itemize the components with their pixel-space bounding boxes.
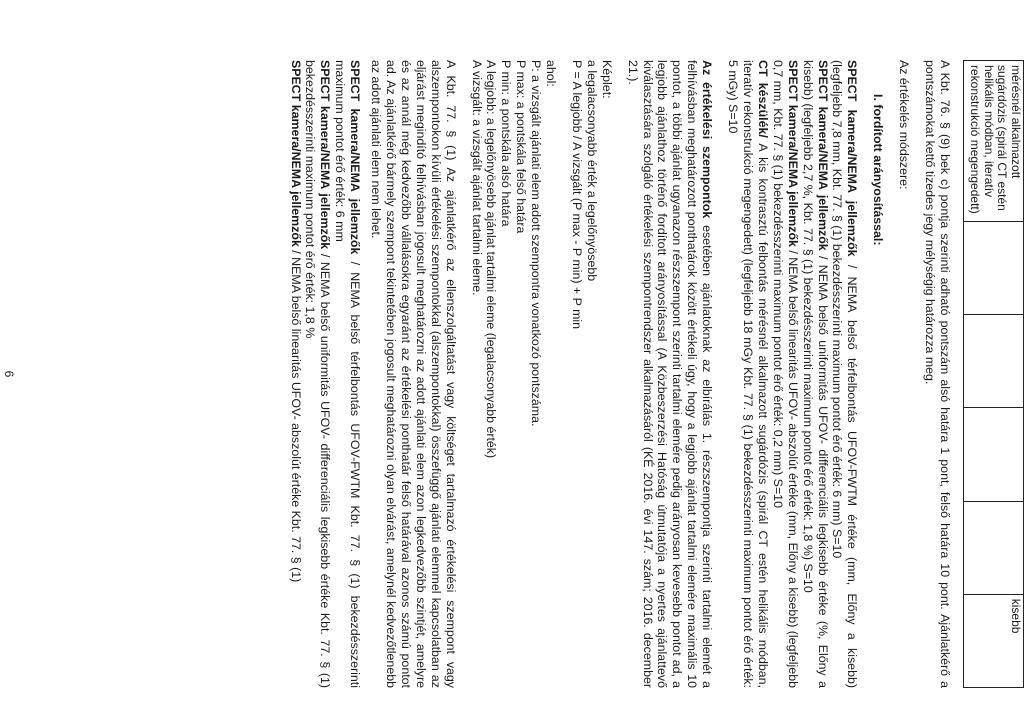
criterion-spect-uniformity bbox=[800, 60, 830, 688]
formula-label: Képlet: bbox=[599, 60, 614, 99]
definition-pmax: P max: a pontskála felső határa bbox=[514, 60, 529, 234]
paragraph-rule-76: A Kbt. 76. § (9) bek c) pontja szerinti adható pontszám alsó határa 1 pont, felső határa 10 pont. Ajánlatkérő a pontszámokat kettő tizedes jegy mélységig határozza meg. bbox=[923, 60, 952, 688]
definition-pmin: P min: a pontskála alsó határa bbox=[499, 60, 514, 227]
criterion-label: SPECT kamera/NEMA jellemzők bbox=[845, 60, 860, 257]
criterion-label: SPECT kamera/NEMA jellemzők bbox=[348, 60, 363, 255]
criterion-text: / NEMA belső linearitás UFOV- abszolút értéke (mm, Előny a kisebb) (legfeljebb 0,7 mm, Kbt. 77. § (1) bekezdésszerinti maximum pontot érő érték: 0,2 mm) S=10 bbox=[770, 60, 800, 688]
criterion-label: CT készülék/ bbox=[755, 60, 770, 138]
criterion-label: SPECT kamera/NEMA jellemzők bbox=[815, 60, 830, 251]
table-cell-smaller: kisebb bbox=[964, 594, 1024, 687]
criteria-table bbox=[963, 60, 1024, 688]
criterion-label: SPECT kamera/NEMA jellemzők bbox=[288, 60, 303, 247]
criterion-text: / NEMA belső uniformitás UFOV- differenciális legkisebb értéke Kbt. 77. § (1) bekezdésszerinti maximum pontot érő érték: 1,8 % bbox=[303, 60, 333, 688]
table-cell-empty bbox=[964, 222, 1024, 315]
criteria-text: esetében ajánlatoknak az elbírálás 1. részszempontja szerinti tartalmi elemét a felhívásban meghatározott ponthatárok között értékeli úgy, hogy a legjobb ajánlat tartalmi elemére maximális 10 pontot, a többi ajánlat ugyanazon részszempont szerinti tartalmi elemére pedig arányosan kevesebb pontot ad, a legjobb ajánlathoz történő fordított arányosítással (A Közbeszerzési Hatóság útmutatója a nyertes ajánlattevő kiválasztására szolgáló értékelési szempontrendszer alkalmazásáról (KÉ 2016. évi 147. szám; 2016. december 21.). bbox=[625, 60, 715, 689]
bottom-criterion-linearity bbox=[288, 60, 303, 688]
table-cell-empty bbox=[964, 408, 1024, 501]
formula-line-1: a legalacsonyabb érték a legelőnyösebb bbox=[584, 60, 599, 282]
page-number: 6 bbox=[2, 370, 16, 378]
criterion-text: / NEMA belső linearitás UFOV- abszolút értéke Kbt. 77. § (1) bbox=[288, 246, 303, 583]
criterion-text: / NEMA belső térfelbontás UFOV-FWTM értéke (mm, Előny a kisebb) (legfeljebb 7,8 mm, Kbt. 77. § (1) bekezdésszerinti maximum pontot érő érték: 6 mm) S=10 bbox=[830, 60, 860, 688]
definition-p: P: a vizsgált ajánlati elem adott szempontra vonatkozó pontszáma. bbox=[529, 60, 544, 427]
criterion-spect-resolution bbox=[830, 60, 860, 688]
criteria-label: Az értékelési szempontok bbox=[700, 60, 715, 219]
table-cell-dose: mérésnél alkalmazott sugárdózis (spirál CT estén helikális módban, iteratív rekonstrukció megengedett) bbox=[964, 61, 1024, 222]
evaluation-paragraph bbox=[625, 60, 714, 688]
kbt-77-paragraph: A Kbt. 77. § (1) Az ajánlatkérő az ellenszolgáltatást vagy költséget tartalmazó értékelési szempont vagy alszempontokon kívüli értékelési szempontokkal (alszempontokkal) összefüggő ajánlati elemmel kapcsolatban az eljárást megindító felhívásban jogosult meghatározni az adott ajánlati elem azon legkedvezőbb szintjét, amelyre és az annál még kedvezőbb vállalásokra egyaránt az értékelési ponthatár felső határával azonos számú pontot ad. Az ajánlatkérő bármely szempont tekintetében jogosult meghatározni olyan elvárást, amelynél kedvezőtlenebb az adott ajánlati elem nem lehet. bbox=[369, 60, 458, 688]
criterion-spect-linearity bbox=[770, 60, 800, 688]
section-title: I. fordított arányosítással: bbox=[871, 94, 886, 246]
definition-examined: A vizsgált: a vizsgált ajánlat tartalmi eleme. bbox=[469, 60, 484, 296]
criterion-label: SPECT kamera/NEMA jellemzők bbox=[318, 60, 333, 250]
bottom-criterion-resolution bbox=[332, 60, 362, 688]
method-intro: Az értékelés módszere: bbox=[897, 60, 912, 190]
definition-best: A legjobb: a legelőnyösebb ajánlat tartalmi eleme (legalacsonyabb érték) bbox=[484, 60, 499, 459]
document-body bbox=[0, 60, 1024, 688]
table-cell-empty bbox=[964, 501, 1024, 594]
criterion-label: SPECT kamera/NEMA jellemzők bbox=[785, 60, 800, 247]
formula-line-2: P = A legjobb / A vizsgált (P max - P min) + P min bbox=[569, 60, 584, 330]
table-row bbox=[964, 61, 1024, 688]
where-label: ahol: bbox=[544, 60, 559, 87]
bottom-criterion-uniformity bbox=[303, 60, 333, 688]
criterion-text: / NEMA belső uniformitás UFOV- differenciális legkisebb értéke (%, Előny a kisebb) (legfeljebb 2,7 %, Kbt. 77. § (1) bekezdésszerinti maximum pontot érő érték: 1,8 %) S=10 bbox=[800, 60, 830, 688]
table-cell-empty bbox=[964, 315, 1024, 408]
criterion-text: / NEMA belső térfelbontás UFOV-FWTM Kbt. 77. § (1) bekezdésszerinti maximum pontot érő érték: 6 mm bbox=[333, 60, 363, 688]
criterion-text: A kis kontrasztú felbontás mérésnél alkalmazott sugárdózis (spirál CT estén helikális módban, iteratív rekonstrukció megengedett) (legfeljebb 18 mGy Kbt. 77. § (1) bekezdésszerinti maximum pontot érő érték: 5 mGy) S=10 bbox=[726, 60, 770, 688]
criterion-ct-dose bbox=[725, 60, 770, 688]
